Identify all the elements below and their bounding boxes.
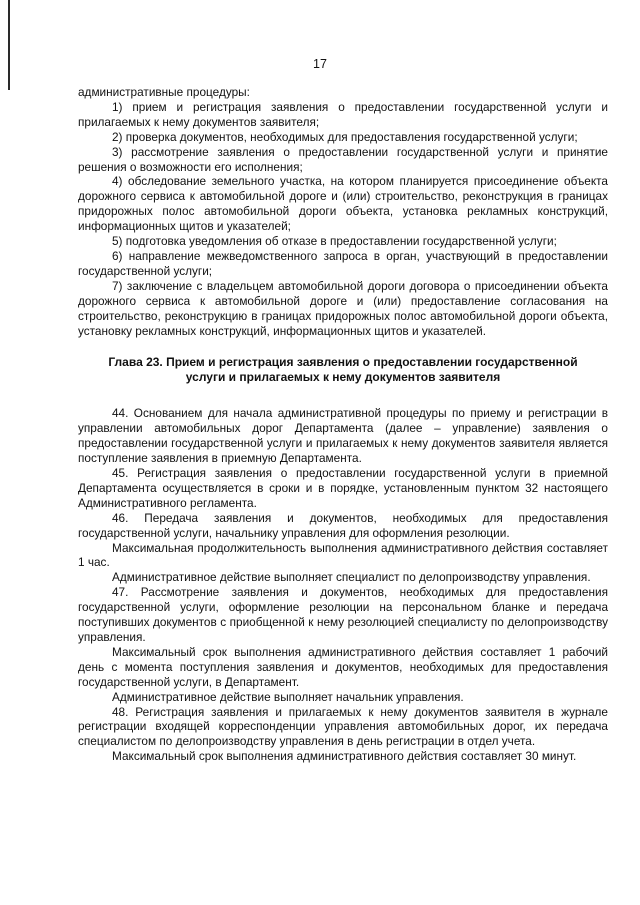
procedure-item: 1) прием и регистрация заявления о предоставлении государственной услуги и прилагаемых к нему документов заявителя; — [78, 99, 608, 129]
procedure-item: 4) обследование земельного участка, на котором планируется присоединение объекта дорожного сервиса к автомобильной дороге и (или) строительство, реконструкция в границах придорожных полос автомобильной дороги объекта, установка рекламных конструкций, информационных щитов и указателей; — [78, 174, 608, 234]
paragraph: Максимальный срок выполнения административного действия составляет 1 рабочий день с момента поступления заявления и документов, необходимых для предоставления государственной услуги, в Департамент. — [78, 644, 608, 689]
chapter-heading-line: услуги и прилагаемых к нему документов заявителя — [185, 370, 501, 385]
procedure-item: 5) подготовка уведомления об отказе в предоставлении государственной услуги; — [112, 234, 557, 249]
paragraph: Максимальный срок выполнения административного действия составляет 30 минут. — [112, 749, 577, 764]
procedure-item: 6) направление межведомственного запроса в орган, участвующий в предоставлении государственной услуги; — [78, 248, 608, 278]
scan-edge-mark — [8, 0, 10, 90]
paragraph: Административное действие выполняет начальник управления. — [112, 689, 464, 704]
paragraph: 48. Регистрация заявления и прилагаемых к нему документов заявителя в журнале регистрации входящей корреспонденции управления автомобильных дорог, их передача специалистом по делопроизводству управления в день регистрации в отдел учета. — [78, 704, 608, 749]
procedure-item: 2) проверка документов, необходимых для предоставления государственной услуги; — [112, 129, 578, 144]
paragraph: 45. Регистрация заявления о предоставлении государственной услуги в приемной Департамента осуществляется в сроки и в порядке, установленным пунктом 32 настоящего Административного регламента. — [78, 466, 608, 510]
page-number: 17 — [313, 57, 327, 71]
paragraph: 44. Основанием для начала административной процедуры по приему и регистрации в управлении автомобильных дорог Департамента (далее – управление) заявления о предоставлении государственной услуги и прилагаемых к нему документов заявителя является поступление заявления в приемную Департамента. — [78, 406, 608, 466]
procedure-item: 7) заключение с владельцем автомобильной дороги договора о присоединении объекта дорожного сервиса к автомобильной дороге и (или) предоставление согласования на строительство, реконструкцию в границах придорожных полос автомобильной дороги объекта, установку рекламных конструкций, информационных щитов и указателей. — [78, 278, 608, 338]
paragraph: Административное действие выполняет специалист по делопроизводству управления. — [112, 570, 591, 585]
chapter-heading-line: Глава 23. Прием и регистрация заявления о предоставлении государственной — [108, 355, 578, 370]
paragraph: Максимальная продолжительность выполнения административного действия составляет 1 час. — [78, 540, 608, 570]
document-body — [78, 85, 608, 764]
paragraph: 46. Передача заявления и документов, необходимых для предоставления государственной услуги, начальнику управления для оформления резолюции. — [78, 510, 608, 540]
procedures-intro: административные процедуры: — [78, 85, 250, 99]
paragraph: 47. Рассмотрение заявления и документов, необходимых для предоставления государственной услуги, оформление резолюции на персональном бланке и передача поступивших документов с приобщенной к нему резолюцией специалисту по делопроизводству управления. — [78, 585, 608, 644]
chapter-heading — [88, 355, 598, 385]
procedure-item: 3) рассмотрение заявления о предоставлении государственной услуги и принятие решения о возможности его исполнения; — [78, 144, 608, 174]
